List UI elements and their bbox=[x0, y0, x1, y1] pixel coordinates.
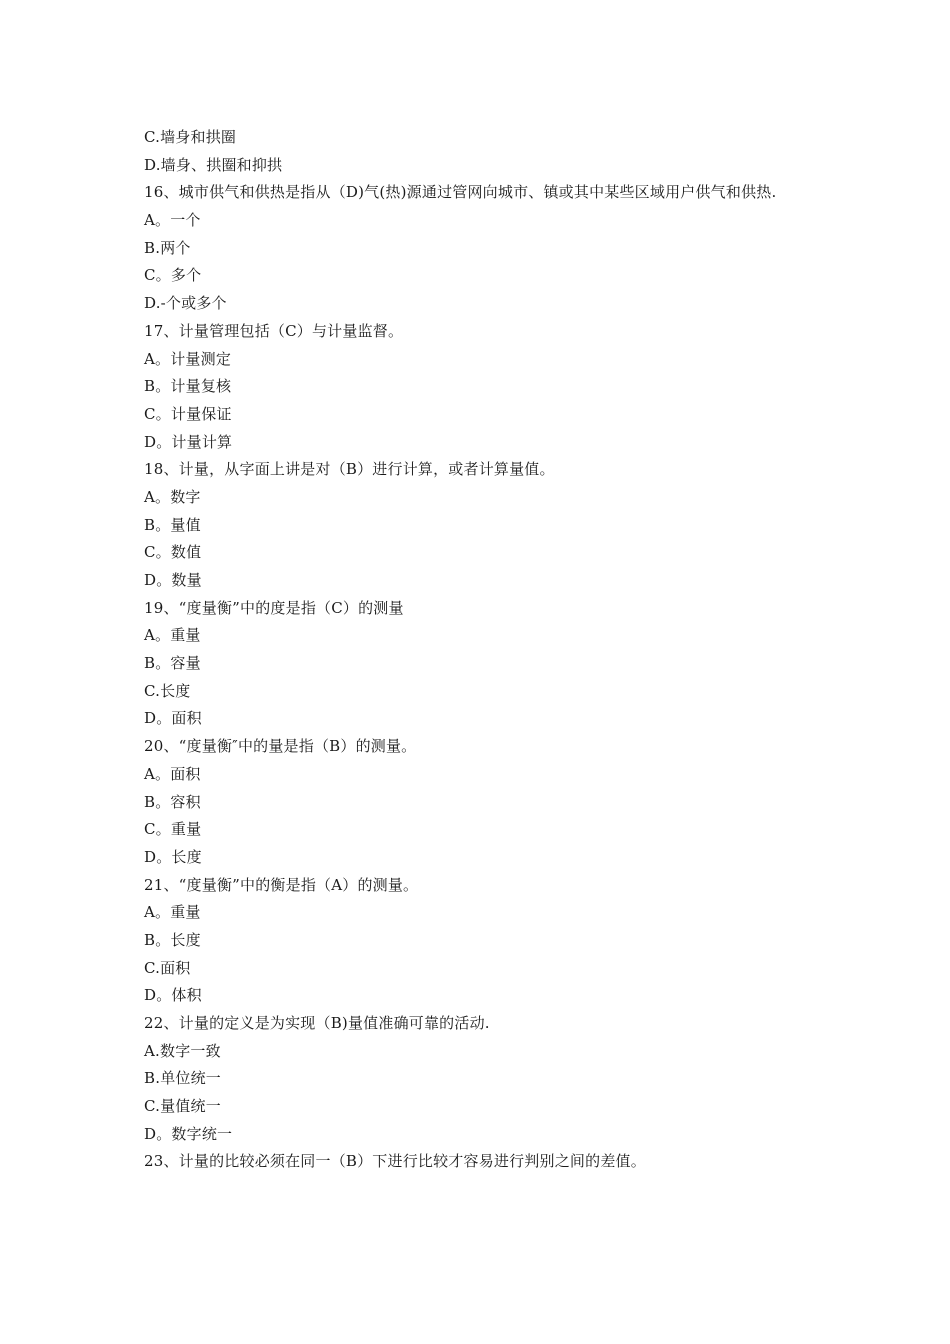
option-line: C。数值 bbox=[144, 543, 202, 562]
question-line: 17、计量管理包括（C）与计量监督。 bbox=[144, 321, 404, 340]
option-line: C.量值统一 bbox=[144, 1097, 221, 1116]
question-line: 21、“度量衡”中的衡是指（A）的测量。 bbox=[144, 875, 419, 894]
option-line: C。多个 bbox=[144, 266, 202, 285]
option-line: B。容积 bbox=[144, 792, 201, 811]
question-line: 19、“度量衡”中的度是指（C）的测量 bbox=[144, 598, 404, 617]
option-line: B.单位统一 bbox=[144, 1069, 221, 1088]
option-line: D。计量计算 bbox=[144, 432, 233, 451]
option-line: A.数字一致 bbox=[144, 1041, 221, 1060]
option-line: A。数字 bbox=[144, 487, 201, 506]
option-line: B。量值 bbox=[144, 515, 201, 534]
option-line: B.两个 bbox=[144, 238, 191, 257]
option-line: D。体积 bbox=[144, 986, 202, 1005]
document-body bbox=[144, 124, 808, 1176]
option-line: B。长度 bbox=[144, 930, 201, 949]
option-line: C.墙身和拱圈 bbox=[144, 128, 237, 146]
option-line: D.-个或多个 bbox=[144, 294, 227, 313]
option-line: D。面积 bbox=[144, 709, 202, 728]
option-line: B。容量 bbox=[144, 654, 201, 673]
question-line: 16、城市供气和供热是指从（D)气(热)源通过管网向城市、镇或其中某些区域用户供气和供热. bbox=[144, 183, 777, 202]
question-line: 23、计量的比较必须在同一（B）下进行比较才容易进行判别之间的差值。 bbox=[144, 1152, 646, 1171]
option-line: A。计量测定 bbox=[144, 349, 232, 368]
option-line: A。重量 bbox=[144, 903, 201, 922]
option-line: D。数字统一 bbox=[144, 1124, 233, 1143]
option-line: C。重量 bbox=[144, 820, 202, 839]
option-line: B。计量复核 bbox=[144, 377, 232, 396]
option-line: D。长度 bbox=[144, 847, 202, 866]
option-line: A。重量 bbox=[144, 626, 201, 645]
option-line: A。一个 bbox=[144, 211, 201, 230]
question-line: 22、计量的定义是为实现（B)量值准确可靠的活动. bbox=[144, 1014, 490, 1033]
option-line: A。面积 bbox=[144, 764, 201, 783]
question-line: 20、“度量衡″中的量是指（B）的测量。 bbox=[144, 737, 417, 756]
option-line: C.面积 bbox=[144, 958, 191, 977]
question-line: 18、计量，从字面上讲是对（B）进行计算，或者计算量值。 bbox=[144, 460, 555, 479]
option-line: C。计量保证 bbox=[144, 404, 232, 423]
option-line: C.长度 bbox=[144, 681, 191, 700]
option-line: D。数量 bbox=[144, 571, 202, 590]
option-line: D.墙身、拱圈和抑拱 bbox=[144, 155, 283, 174]
